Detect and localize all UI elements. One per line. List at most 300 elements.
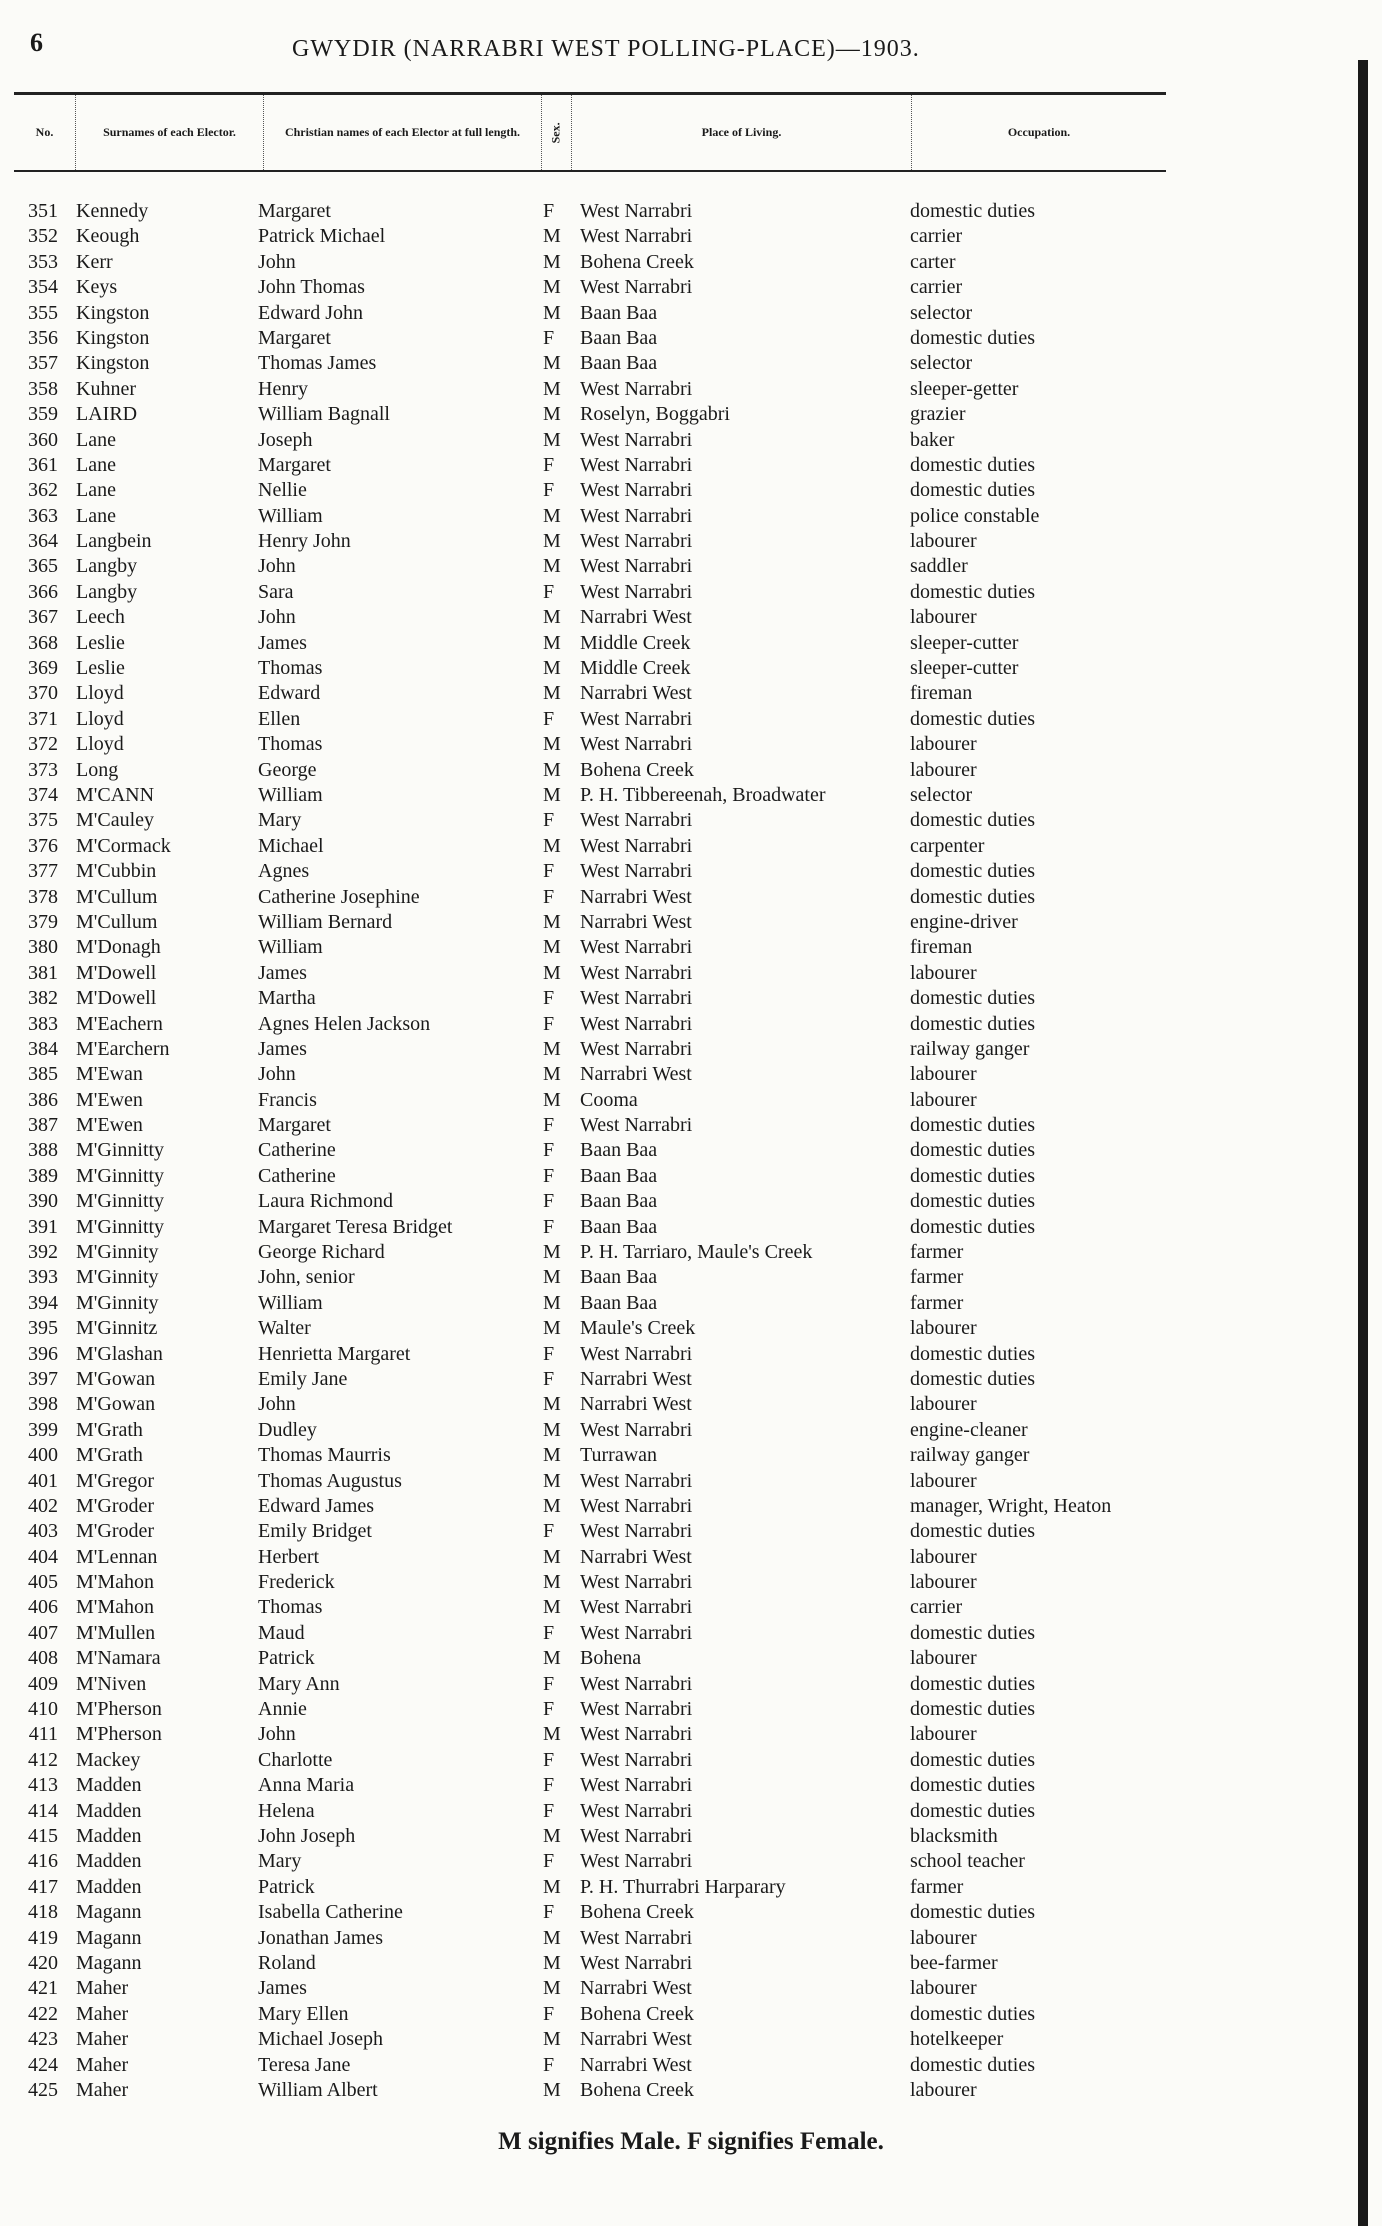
christian-names: John (258, 1393, 296, 1416)
occupation: sleeper-cutter (910, 657, 1019, 680)
surname: M'Ewan (76, 1063, 143, 1086)
christian-names: James (258, 1977, 307, 2000)
surname: M'Ginnity (76, 1241, 159, 1264)
place-of-living: West Narrabri (580, 377, 693, 400)
row-number: 397 (28, 1367, 58, 1390)
occupation: domestic duties (910, 987, 1035, 1010)
row-number: 372 (28, 733, 58, 756)
table-row (0, 1113, 1382, 1138)
header-surname: Surnames of each Elector. (76, 95, 264, 170)
row-number: 351 (28, 200, 58, 222)
place-of-living: Narrabri West (580, 1393, 692, 1416)
place-of-living: West Narrabri (580, 428, 693, 451)
table-row (0, 1519, 1382, 1544)
surname: M'CANN (76, 783, 155, 806)
surname: M'Cauley (76, 809, 155, 832)
occupation: engine-cleaner (910, 1418, 1028, 1441)
table-row (0, 326, 1382, 351)
sex: F (543, 200, 555, 222)
christian-names: William (258, 936, 323, 959)
row-number: 387 (28, 1114, 58, 1137)
elector-list (0, 199, 1382, 2103)
occupation: labourer (910, 1317, 977, 1340)
table-row (0, 1265, 1382, 1290)
row-number: 418 (28, 1901, 58, 1924)
christian-names: William Bagnall (258, 403, 390, 426)
occupation: labourer (910, 1647, 977, 1670)
place-of-living: Maule's Creek (580, 1317, 696, 1340)
christian-names: Edward James (258, 1494, 375, 1517)
table-row (0, 1672, 1382, 1697)
row-number: 367 (28, 606, 58, 629)
sex: M (543, 555, 561, 578)
surname: M'Ginnity (76, 1291, 159, 1314)
place-of-living: Narrabri West (580, 910, 692, 933)
surname: M'Ewen (76, 1088, 143, 1111)
row-number: 380 (28, 936, 58, 959)
christian-names: Maud (258, 1621, 305, 1644)
christian-names: John (258, 250, 296, 273)
surname: Lane (76, 428, 116, 451)
table-row (0, 910, 1382, 935)
sex: F (543, 453, 555, 476)
sex: M (543, 1545, 561, 1568)
row-number: 424 (28, 2053, 58, 2076)
row-number: 366 (28, 580, 58, 603)
place-of-living: West Narrabri (580, 225, 693, 248)
surname: Kingston (76, 326, 150, 349)
table-row (0, 758, 1382, 783)
occupation: domestic duties (910, 860, 1035, 883)
sex: M (543, 428, 561, 451)
table-row (0, 1976, 1382, 2001)
place-of-living: Baan Baa (580, 1139, 658, 1162)
christian-names: Patrick (258, 1875, 315, 1898)
surname: Madden (76, 1850, 142, 1873)
occupation: sleeper-cutter (910, 631, 1019, 654)
table-row (0, 681, 1382, 706)
occupation: domestic duties (910, 707, 1035, 730)
surname: M'Groder (76, 1494, 155, 1517)
sex-legend-footnote: M signifies Male. F signifies Female. (498, 2128, 884, 2155)
christian-names: Herbert (258, 1545, 320, 1568)
table-row (0, 1189, 1382, 1214)
occupation: carrier (910, 225, 963, 248)
row-number: 364 (28, 530, 58, 553)
row-number: 355 (28, 301, 58, 324)
christian-names: Henry John (258, 530, 351, 553)
place-of-living: West Narrabri (580, 987, 693, 1010)
place-of-living: West Narrabri (580, 555, 693, 578)
surname: M'Ginnitty (76, 1215, 165, 1238)
christian-names: John Thomas (258, 276, 365, 299)
place-of-living: West Narrabri (580, 1469, 693, 1492)
table-row (0, 961, 1382, 986)
row-number: 374 (28, 783, 58, 806)
row-number: 359 (28, 403, 58, 426)
surname: Madden (76, 1799, 142, 1822)
sex: F (543, 1901, 555, 1924)
surname: M'Grath (76, 1418, 143, 1441)
place-of-living: West Narrabri (580, 936, 693, 959)
surname: Kingston (76, 352, 150, 375)
header-occupation: Occupation. (1007, 124, 1071, 139)
surname: Lane (76, 479, 116, 502)
place-of-living: West Narrabri (580, 1037, 693, 1060)
occupation: domestic duties (910, 885, 1035, 908)
sex: M (543, 783, 561, 806)
row-number: 407 (28, 1621, 58, 1644)
row-number: 365 (28, 555, 58, 578)
occupation: grazier (910, 403, 966, 426)
row-number: 354 (28, 276, 58, 299)
christian-names: Catherine (258, 1139, 336, 1162)
place-of-living: West Narrabri (580, 1723, 693, 1746)
table-row (0, 1037, 1382, 1062)
occupation: domestic duties (910, 1698, 1035, 1721)
place-of-living: West Narrabri (580, 1799, 693, 1822)
table-row (0, 1646, 1382, 1671)
christian-names: Thomas (258, 1596, 323, 1619)
sex: M (543, 631, 561, 654)
table-row (0, 935, 1382, 960)
place-of-living: West Narrabri (580, 1114, 693, 1137)
sex: M (543, 1063, 561, 1086)
row-number: 417 (28, 1875, 58, 1898)
place-of-living: Baan Baa (580, 1291, 658, 1314)
table-row (0, 2053, 1382, 2078)
surname: Magann (76, 1951, 142, 1974)
sex: M (543, 1596, 561, 1619)
sex: F (543, 1114, 555, 1137)
christian-names: Thomas (258, 657, 323, 680)
occupation: domestic duties (910, 1342, 1035, 1365)
surname: Madden (76, 1875, 142, 1898)
surname: Langbein (76, 530, 152, 553)
table-row (0, 1900, 1382, 1925)
table-row (0, 808, 1382, 833)
table-row (0, 275, 1382, 300)
surname: M'Lennan (76, 1545, 158, 1568)
surname: Leslie (76, 631, 125, 654)
table-row (0, 1875, 1382, 1900)
occupation: domestic duties (910, 200, 1035, 222)
table-row (0, 453, 1382, 478)
place-of-living: Narrabri West (580, 606, 692, 629)
occupation: railway ganger (910, 1037, 1030, 1060)
table-row (0, 580, 1382, 605)
sex: M (543, 403, 561, 426)
surname: M'Ginnitty (76, 1190, 165, 1213)
sex: M (543, 1647, 561, 1670)
row-number: 361 (28, 453, 58, 476)
surname: M'Gregor (76, 1469, 155, 1492)
surname: M'Ginnitty (76, 1139, 165, 1162)
place-of-living: Baan Baa (580, 1190, 658, 1213)
christian-names: Anna Maria (258, 1774, 355, 1797)
surname: Kuhner (76, 377, 136, 400)
place-of-living: West Narrabri (580, 479, 693, 502)
header-christian-names: Christian names of each Elector at full length. (264, 95, 542, 170)
table-row (0, 504, 1382, 529)
christian-names: Isabella Catherine (258, 1901, 403, 1924)
place-of-living: West Narrabri (580, 580, 693, 603)
place-of-living: West Narrabri (580, 453, 693, 476)
surname: M'Cubbin (76, 860, 157, 883)
sex: M (543, 1926, 561, 1949)
place-of-living: P. H. Thurrabri Harparary (580, 1875, 786, 1898)
occupation: domestic duties (910, 453, 1035, 476)
surname: Kingston (76, 301, 150, 324)
row-number: 382 (28, 987, 58, 1010)
sex: F (543, 1774, 555, 1797)
row-number: 381 (28, 961, 58, 984)
row-number: 375 (28, 809, 58, 832)
table-row (0, 428, 1382, 453)
occupation: domestic duties (910, 1215, 1035, 1238)
occupation: carrier (910, 276, 963, 299)
occupation: domestic duties (910, 326, 1035, 349)
table-row (0, 1291, 1382, 1316)
table-row (0, 199, 1382, 224)
christian-names: George (258, 758, 317, 781)
surname: M'Ginnitty (76, 1164, 165, 1187)
surname: Langby (76, 555, 138, 578)
sex: M (543, 758, 561, 781)
sex: M (543, 1444, 561, 1467)
surname: LAIRD (76, 403, 138, 426)
row-number: 395 (28, 1317, 58, 1340)
occupation: domestic duties (910, 580, 1035, 603)
sex: M (543, 1037, 561, 1060)
surname: M'Ginnitz (76, 1317, 158, 1340)
sex: M (543, 1418, 561, 1441)
table-row (0, 1722, 1382, 1747)
christian-names: Thomas Maurris (258, 1444, 391, 1467)
sex: F (543, 580, 555, 603)
christian-names: Patrick (258, 1647, 315, 1670)
row-number: 369 (28, 657, 58, 680)
row-number: 378 (28, 885, 58, 908)
surname: Maher (76, 2002, 129, 2025)
row-number: 411 (28, 1723, 58, 1746)
surname: M'Mullen (76, 1621, 156, 1644)
christian-names: Teresa Jane (258, 2053, 351, 2076)
place-of-living: P. H. Tarriaro, Maule's Creek (580, 1241, 813, 1264)
sex: M (543, 1875, 561, 1898)
row-number: 398 (28, 1393, 58, 1416)
row-number: 413 (28, 1774, 58, 1797)
christian-names: Laura Richmond (258, 1190, 393, 1213)
row-number: 390 (28, 1190, 58, 1213)
row-number: 379 (28, 910, 58, 933)
table-row (0, 1164, 1382, 1189)
surname: Lloyd (76, 707, 124, 730)
occupation: labourer (910, 733, 977, 756)
row-number: 370 (28, 682, 58, 705)
occupation: domestic duties (910, 1139, 1035, 1162)
surname: Leech (76, 606, 125, 629)
sex: F (543, 1012, 555, 1035)
sex: F (543, 1850, 555, 1873)
place-of-living: Baan Baa (580, 1215, 658, 1238)
surname: M'Pherson (76, 1723, 162, 1746)
place-of-living: Bohena Creek (580, 250, 694, 273)
occupation: baker (910, 428, 955, 451)
sex: M (543, 377, 561, 400)
sex: F (543, 2002, 555, 2025)
christian-names: Mary (258, 809, 302, 832)
christian-names: James (258, 1037, 307, 1060)
table-row (0, 1012, 1382, 1037)
row-number: 416 (28, 1850, 58, 1873)
place-of-living: Narrabri West (580, 2053, 692, 2076)
table-row (0, 529, 1382, 554)
surname: Mackey (76, 1748, 141, 1771)
surname: Maher (76, 2078, 129, 2101)
table-row (0, 1570, 1382, 1595)
occupation: carrier (910, 1596, 963, 1619)
place-of-living: Baan Baa (580, 1266, 658, 1289)
occupation: domestic duties (910, 1367, 1035, 1390)
sex: F (543, 1698, 555, 1721)
christian-names: William (258, 783, 323, 806)
table-row (0, 1748, 1382, 1773)
row-number: 393 (28, 1266, 58, 1289)
table-row (0, 834, 1382, 859)
surname: M'Ginnity (76, 1266, 159, 1289)
christian-names: Patrick Michael (258, 225, 386, 248)
place-of-living: Narrabri West (580, 2028, 692, 2051)
table-row (0, 1062, 1382, 1087)
christian-names: John Joseph (258, 1825, 356, 1847)
row-number: 385 (28, 1063, 58, 1086)
row-number: 404 (28, 1545, 58, 1568)
occupation: blacksmith (910, 1825, 998, 1847)
christian-names: Helena (258, 1799, 315, 1822)
christian-names: Francis (258, 1088, 317, 1111)
place-of-living: West Narrabri (580, 1418, 693, 1441)
surname: Leslie (76, 657, 125, 680)
surname: Maher (76, 2028, 129, 2051)
christian-names: George Richard (258, 1241, 385, 1264)
christian-names: Agnes Helen Jackson (258, 1012, 431, 1035)
table-row (0, 1367, 1382, 1392)
table-row (0, 1951, 1382, 1976)
sex: M (543, 682, 561, 705)
surname: Maher (76, 1977, 129, 2000)
sex: F (543, 479, 555, 502)
row-number: 371 (28, 707, 58, 730)
table-row (0, 478, 1382, 503)
surname: M'Earchern (76, 1037, 170, 1060)
table-row (0, 250, 1382, 275)
occupation: selector (910, 783, 973, 806)
occupation: domestic duties (910, 809, 1035, 832)
table-row (0, 2027, 1382, 2052)
place-of-living: Narrabri West (580, 682, 692, 705)
place-of-living: West Narrabri (580, 1951, 693, 1974)
place-of-living: Narrabri West (580, 1367, 692, 1390)
christian-names: William Bernard (258, 910, 393, 933)
occupation: labourer (910, 2078, 977, 2101)
occupation: sleeper-getter (910, 377, 1019, 400)
occupation: domestic duties (910, 1190, 1035, 1213)
surname: Lloyd (76, 682, 124, 705)
occupation: farmer (910, 1241, 964, 1264)
occupation: domestic duties (910, 2053, 1035, 2076)
table-row (0, 301, 1382, 326)
table-row (0, 1342, 1382, 1367)
occupation: labourer (910, 961, 977, 984)
sex: F (543, 2053, 555, 2076)
christian-names: Annie (258, 1698, 307, 1721)
row-number: 360 (28, 428, 58, 451)
occupation: farmer (910, 1266, 964, 1289)
sex: F (543, 1215, 555, 1238)
christian-names: William (258, 504, 323, 527)
christian-names: Margaret (258, 200, 331, 222)
row-number: 394 (28, 1291, 58, 1314)
place-of-living: West Narrabri (580, 1494, 693, 1517)
table-row (0, 1316, 1382, 1341)
table-row (0, 1545, 1382, 1570)
surname: Lane (76, 453, 116, 476)
christian-names: John (258, 606, 296, 629)
place-of-living: Narrabri West (580, 1063, 692, 1086)
christian-names: Frederick (258, 1571, 335, 1594)
row-number: 400 (28, 1444, 58, 1467)
christian-names: Agnes (258, 860, 310, 883)
occupation: labourer (910, 1571, 977, 1594)
christian-names: Michael (258, 834, 324, 857)
occupation: farmer (910, 1875, 964, 1898)
row-number: 358 (28, 377, 58, 400)
row-number: 356 (28, 326, 58, 349)
table-row (0, 1138, 1382, 1163)
occupation: saddler (910, 555, 968, 578)
christian-names: Joseph (258, 428, 313, 451)
occupation: domestic duties (910, 1012, 1035, 1035)
place-of-living: West Narrabri (580, 1672, 693, 1695)
sex: M (543, 1469, 561, 1492)
sex: M (543, 1494, 561, 1517)
surname: Kennedy (76, 200, 149, 222)
surname: Magann (76, 1901, 142, 1924)
occupation: domestic duties (910, 1114, 1035, 1137)
place-of-living: West Narrabri (580, 1571, 693, 1594)
christian-names: Mary Ellen (258, 2002, 349, 2025)
sex: F (543, 809, 555, 832)
sex: F (543, 1367, 555, 1390)
christian-names: Mary (258, 1850, 302, 1873)
table-row (0, 402, 1382, 427)
christian-names: Roland (258, 1951, 316, 1974)
table-row (0, 1849, 1382, 1874)
occupation: labourer (910, 606, 977, 629)
christian-names: Edward (258, 682, 321, 705)
surname: M'Niven (76, 1672, 147, 1695)
christian-names: John (258, 1063, 296, 1086)
header-place: Place of Living. (572, 95, 912, 170)
sex: M (543, 1951, 561, 1974)
table-row (0, 783, 1382, 808)
table-row (0, 631, 1382, 656)
header-sex-label: Sex. (548, 121, 563, 143)
place-of-living: West Narrabri (580, 707, 693, 730)
header-no: No. (14, 95, 76, 170)
christian-names: Margaret Teresa Bridget (258, 1215, 453, 1238)
